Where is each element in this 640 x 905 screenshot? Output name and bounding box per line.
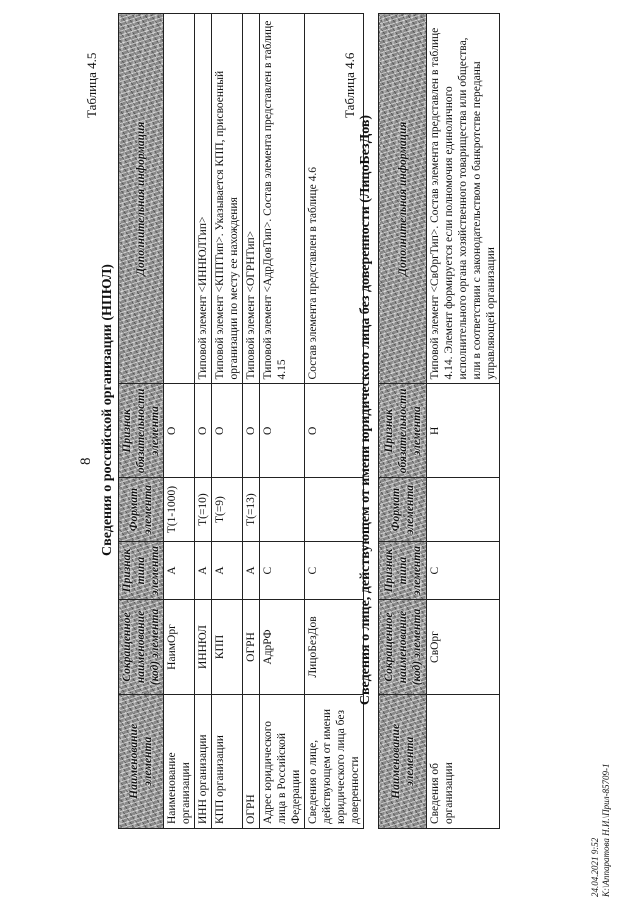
cell-type: А bbox=[212, 541, 243, 599]
cell-format: T(=9) bbox=[212, 478, 243, 542]
table-4-6-label: Таблица 4.6 bbox=[342, 52, 357, 118]
cell-format: T(=13) bbox=[243, 478, 260, 542]
table-row bbox=[243, 14, 260, 829]
table-4-6-header-info: Дополнительная информация bbox=[379, 14, 427, 384]
cell-code: ИННЮЛ bbox=[195, 600, 212, 695]
cell-name: ОГРН bbox=[243, 694, 260, 828]
cell-type: С bbox=[260, 541, 305, 599]
cell-type: С bbox=[427, 542, 500, 600]
table-row bbox=[195, 14, 212, 829]
cell-type: А bbox=[164, 541, 195, 599]
table-row bbox=[427, 14, 500, 829]
table-4-5-label: Таблица 4.5 bbox=[84, 52, 99, 118]
table-4-6 bbox=[378, 13, 500, 829]
cell-code: ЛицоБезДов bbox=[305, 600, 364, 695]
table-4-6-caption: Сведения о лице, действующем от имени юридического лица без доверенности (ЛицоБезДов) bbox=[358, 114, 373, 706]
cell-required: О bbox=[260, 384, 305, 478]
cell-type: А bbox=[243, 541, 260, 599]
table-4-5 bbox=[118, 13, 364, 829]
table-4-6-header-format: Формат элемента bbox=[379, 478, 427, 542]
cell-name: Адрес юридического лица в Российской Федерации bbox=[260, 694, 305, 828]
table-4-6-header-type: Признак типа элемента bbox=[379, 542, 427, 600]
table-4-5-header-type: Признак типа элемента bbox=[119, 541, 164, 599]
table-4-5-header-required: Признак обязательности элемента bbox=[119, 384, 164, 478]
cell-info: Типовой элемент <ИННЮЛТип> bbox=[195, 14, 212, 384]
table-4-5-header-name: Наименование элемента bbox=[119, 694, 164, 828]
table-4-6-header-required: Признак обязательности элемента bbox=[379, 384, 427, 478]
table-4-5-header-code: Сокращенное наименование (код) элемента bbox=[119, 600, 164, 695]
table-4-6-header-row bbox=[379, 14, 427, 829]
cell-required: О bbox=[305, 384, 364, 478]
table-row bbox=[212, 14, 243, 829]
cell-code: СвОрг bbox=[427, 600, 500, 695]
cell-name: Сведения о лице, действующем от имени юридического лица без доверенности bbox=[305, 694, 364, 828]
cell-format bbox=[305, 478, 364, 542]
cell-format: T(1-1000) bbox=[164, 478, 195, 542]
table-4-5-header-format: Формат элемента bbox=[119, 478, 164, 542]
table-4-5-header-row bbox=[119, 14, 164, 829]
footer-file-path: К:\Аппаратова Н.И.\Прил-85709-1 bbox=[601, 763, 611, 897]
cell-format bbox=[427, 478, 500, 542]
table-4-6-header-code: Сокращенное наименование (код) элемента bbox=[379, 600, 427, 695]
cell-type: С bbox=[305, 541, 364, 599]
cell-name: КПП организации bbox=[212, 694, 243, 828]
cell-info: Типовой элемент <КППТип>. Указывается КПП, присвоенный организации по месту ее нахождения bbox=[212, 14, 243, 384]
cell-info: Состав элемента представлен в таблице 4.6 bbox=[305, 14, 364, 384]
cell-info: Типовой элемент <ОГРНТип> bbox=[243, 14, 260, 384]
cell-code: НаимОрг bbox=[164, 600, 195, 695]
table-row bbox=[164, 14, 195, 829]
cell-format bbox=[260, 478, 305, 542]
cell-required: О bbox=[243, 384, 260, 478]
cell-format: T(=10) bbox=[195, 478, 212, 542]
cell-required: О bbox=[164, 384, 195, 478]
cell-code: КПП bbox=[212, 600, 243, 695]
page-number: 8 bbox=[78, 457, 94, 465]
table-4-5-header-info: Дополнительная информация bbox=[119, 14, 164, 384]
cell-name: Наименование организации bbox=[164, 694, 195, 828]
table-4-6-header-name: Наименование элемента bbox=[379, 694, 427, 828]
cell-required: О bbox=[195, 384, 212, 478]
cell-code: ОГРН bbox=[243, 600, 260, 695]
cell-required: Н bbox=[427, 384, 500, 478]
cell-type: А bbox=[195, 541, 212, 599]
table-row bbox=[260, 14, 305, 829]
cell-required: О bbox=[212, 384, 243, 478]
cell-name: Сведения об организации bbox=[427, 694, 500, 828]
cell-name: ИНН организации bbox=[195, 694, 212, 828]
cell-info: Типовой элемент <АдрДовТип>. Состав элемента представлен в таблице 4.15 bbox=[260, 14, 305, 384]
cell-code: АдрРФ bbox=[260, 600, 305, 695]
table-row bbox=[305, 14, 364, 829]
table-4-5-caption: Сведения о российской организации (НПЮЛ) bbox=[100, 264, 115, 556]
cell-info bbox=[164, 14, 195, 384]
footer bbox=[590, 764, 612, 897]
cell-info: Типовой элемент <СвОргТип>. Состав элемента представлен в таблице 4.14. Элемент формируется если полномочия единоличного исполнительного органа хозяйственного товарищества или общества, или в соответствии с законодательством о банкротстве переданы управляющей организации bbox=[427, 14, 500, 384]
footer-timestamp: 24.04.2021 9:52 bbox=[590, 837, 600, 897]
